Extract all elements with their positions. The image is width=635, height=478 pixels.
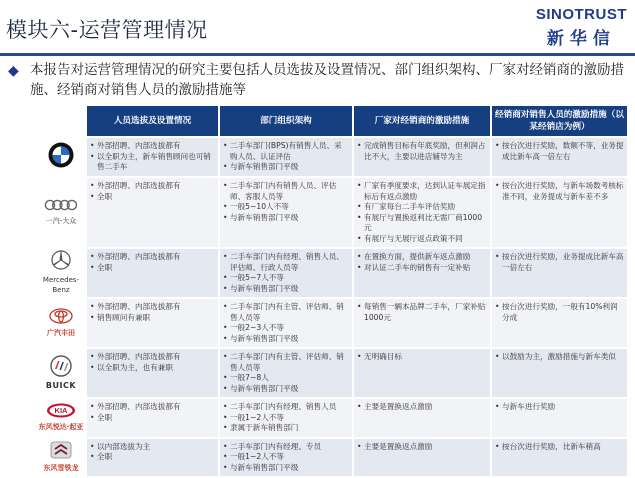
bullet-item: • 完成销售目标有年底奖励，但利润占比不大，主要以进店辅导为主 (357, 141, 487, 162)
bullet-item: • 一般5~10人不等 (223, 202, 349, 213)
table-row (37, 299, 629, 347)
brand-logo-cell (37, 249, 87, 297)
bullet-item: • 二手车部门内有经理、销售人员、评估师、行政人员等 (223, 252, 349, 273)
bullet-item: • 有展厅与置换返利比无需厂商1000元 (357, 213, 487, 234)
bullet-item: • 有厂家每台二手车评估奖励 (357, 202, 487, 213)
table-cell (354, 349, 492, 397)
brand-cn: 新华信 (546, 29, 616, 49)
intro-paragraph (8, 60, 625, 100)
bullet-item: • 按台次进行奖励，一般有10%利润分成 (495, 302, 624, 323)
brand-logo-cell (37, 299, 87, 347)
bullet-item: • 与新车销售部门平级 (223, 463, 349, 474)
bullet-item: • 全职 (90, 452, 215, 463)
bullet-item: • 以鼓励为主，激励措施与新车类似 (495, 352, 624, 363)
diamond-bullet-icon: ◆ (8, 63, 19, 79)
bullet-item: • 销售顾问有兼职 (90, 313, 215, 324)
bullet-item: • 外部招聘、内部选拔都有 (90, 302, 215, 313)
svg-text:KIA: KIA (54, 405, 68, 415)
bullet-item: • 二手车部门(BPS)有销售人员、采购人员、认证评估 (223, 141, 349, 162)
column-header: 人员选拔及设置情况 (87, 106, 220, 136)
page-title: 模块六-运营管理情况 (6, 18, 208, 42)
bullet-item: • 与新车销售部门平级 (223, 284, 349, 295)
bullet-item: • 二手车部门内有经理、专员 (223, 442, 349, 453)
brand-logo-caption: 东风雪铁龙 (43, 464, 79, 473)
table-row (37, 249, 629, 297)
operations-table (37, 104, 629, 478)
mercedes-benz-logo-icon (51, 250, 71, 274)
brand-logo-cell (37, 439, 87, 477)
brand-logo-caption: 一汽-大众 (45, 216, 77, 225)
bullet-item: • 一般7~8人 (223, 373, 349, 384)
company-logo (536, 6, 627, 49)
bullet-item: • 有展厅与无展厅返点政策不同 (357, 234, 487, 245)
brand-logo-cell (37, 349, 87, 397)
bullet-item: • 外部招聘、内部选拔都有 (90, 181, 215, 192)
table-cell (220, 178, 354, 247)
bullet-item: • 在置换方面，提供新车返点激励 (357, 252, 487, 263)
bullet-item: • 一般2~3人不等 (223, 323, 349, 334)
table-cell (87, 249, 220, 297)
brand-logo-cell (37, 178, 87, 247)
table-row (37, 399, 629, 437)
bullet-item: • 一般1~2人不等 (223, 452, 349, 463)
header-divider (0, 53, 635, 56)
table-cell (354, 399, 492, 437)
column-header: 厂家对经销商的激励措施 (354, 106, 492, 136)
bullet-item: • 厂家有季度要求，达到认证车展定指标后有返点激励 (357, 181, 487, 202)
bullet-item: • 二手车部门内有销售人员、评估师、客服人员等 (223, 181, 349, 202)
bullet-item: • 全职 (90, 192, 215, 203)
bullet-item: • 按台次进行奖励，与新车场数考核标准不同，业务提成与新车差不多 (495, 181, 624, 202)
table-cell (87, 138, 220, 176)
brand-logo-cell (37, 138, 87, 176)
table-cell (220, 249, 354, 297)
buick-logo-icon (50, 355, 72, 381)
bullet-item: • 与新车销售部门平级 (223, 384, 349, 395)
bullet-item: • 外部招聘、内部选拔都有 (90, 252, 215, 263)
logo-header-cell (37, 106, 87, 136)
brand-logo-caption: Mercedes-Benz (42, 275, 80, 295)
column-header: 部门组织架构 (220, 106, 354, 136)
bullet-item: • 二手车部门内有主管、评估师、销售人员等 (223, 352, 349, 373)
bullet-item: • 以内部选拔为主 (90, 442, 215, 453)
brand-en: SINOTRUST (535, 6, 627, 23)
table-cell (220, 399, 354, 437)
bullet-item: • 按台次进行奖励，比新车稍高 (495, 442, 624, 453)
table-cell (492, 439, 629, 477)
table-cell (87, 439, 220, 477)
bullet-item: • 外部招聘、内部选拔都有 (90, 402, 215, 413)
table-row (37, 349, 629, 397)
table-cell (87, 399, 220, 437)
bullet-item: • 与新车销售部门平级 (223, 213, 349, 224)
table-cell (354, 299, 492, 347)
table-cell (354, 249, 492, 297)
table-cell (220, 138, 354, 176)
table-cell (492, 178, 629, 247)
toyota-logo-icon (49, 308, 73, 328)
table-cell (87, 299, 220, 347)
table-cell (220, 439, 354, 477)
bullet-item: • 二手车部门内有主管、评估师、销售人员等 (223, 302, 349, 323)
brand-logo-caption: 东风悦达·起亚 (38, 423, 84, 432)
bullet-item: • 与新车销售部门平级 (223, 162, 349, 173)
bullet-item: • 主要是置换返点激励 (357, 442, 487, 453)
bullet-item: • 全职 (90, 263, 215, 274)
bullet-item: • 以全职为主，也有兼职 (90, 363, 215, 374)
bullet-item: • 按台次进行奖励，业务提成比新车高一倍左右 (495, 252, 624, 273)
bullet-item: • 与新车销售部门平级 (223, 334, 349, 345)
bullet-item: • 隶属于新车销售部门 (223, 423, 349, 434)
bullet-item: • 一般1~2人不等 (223, 413, 349, 424)
bullet-item: • 主要是置换返点激励 (357, 402, 487, 413)
bullet-item: • 与新车进行奖励 (495, 402, 624, 413)
bullet-item: • 一般5~7人不等 (223, 273, 349, 284)
bmw-logo-icon (48, 142, 74, 172)
bullet-item: • 对认证二手车的销售有一定补贴 (357, 263, 487, 274)
intro-text: 本报告对运营管理情况的研究主要包括人员选拔及设置情况、部门组织架构、厂家对经销商的激励措施、经销商对销售人员的激励措施等 (30, 62, 624, 98)
table-cell (220, 349, 354, 397)
table-cell (492, 249, 629, 297)
table-row (37, 138, 629, 176)
table-cell (492, 138, 629, 176)
bullet-item: • 以全职为主，新车销售顾问也可销售二手车 (90, 152, 215, 173)
audi-logo-icon (44, 199, 78, 215)
table-cell (354, 439, 492, 477)
table-cell (492, 349, 629, 397)
table-header-row (37, 106, 629, 136)
citroen-logo-icon (50, 441, 72, 463)
column-header: 经销商对销售人员的激励措施（以某经销店为例） (492, 106, 629, 136)
table-cell (220, 299, 354, 347)
bullet-item: • 外部招聘、内部选拔都有 (90, 141, 215, 152)
table-row (37, 178, 629, 247)
table-cell (354, 138, 492, 176)
table-cell (492, 399, 629, 437)
bullet-item: • 外部招聘、内部选拔都有 (90, 352, 215, 363)
brand-logo-caption: 广汽丰田 (47, 329, 75, 337)
brand-logo-cell (37, 399, 87, 437)
table-cell (87, 349, 220, 397)
bullet-item: • 全职 (90, 413, 215, 424)
table-cell (492, 299, 629, 347)
bullet-item: • 二手车部门内有经理、销售人员 (223, 402, 349, 413)
slide-header (0, 0, 635, 56)
brand-logo-caption: BUICK (45, 381, 77, 390)
kia-logo-icon (46, 403, 76, 422)
bullet-item: • 按台次进行奖励，数额不等，业务提成比新车高一倍左右 (495, 141, 624, 162)
table-cell (87, 178, 220, 247)
table-cell (354, 178, 492, 247)
bullet-item: • 每销售一辆本品牌二手车，厂家补贴1000元 (357, 302, 487, 323)
table-row (37, 439, 629, 477)
bullet-item: • 无明确目标 (357, 352, 487, 363)
